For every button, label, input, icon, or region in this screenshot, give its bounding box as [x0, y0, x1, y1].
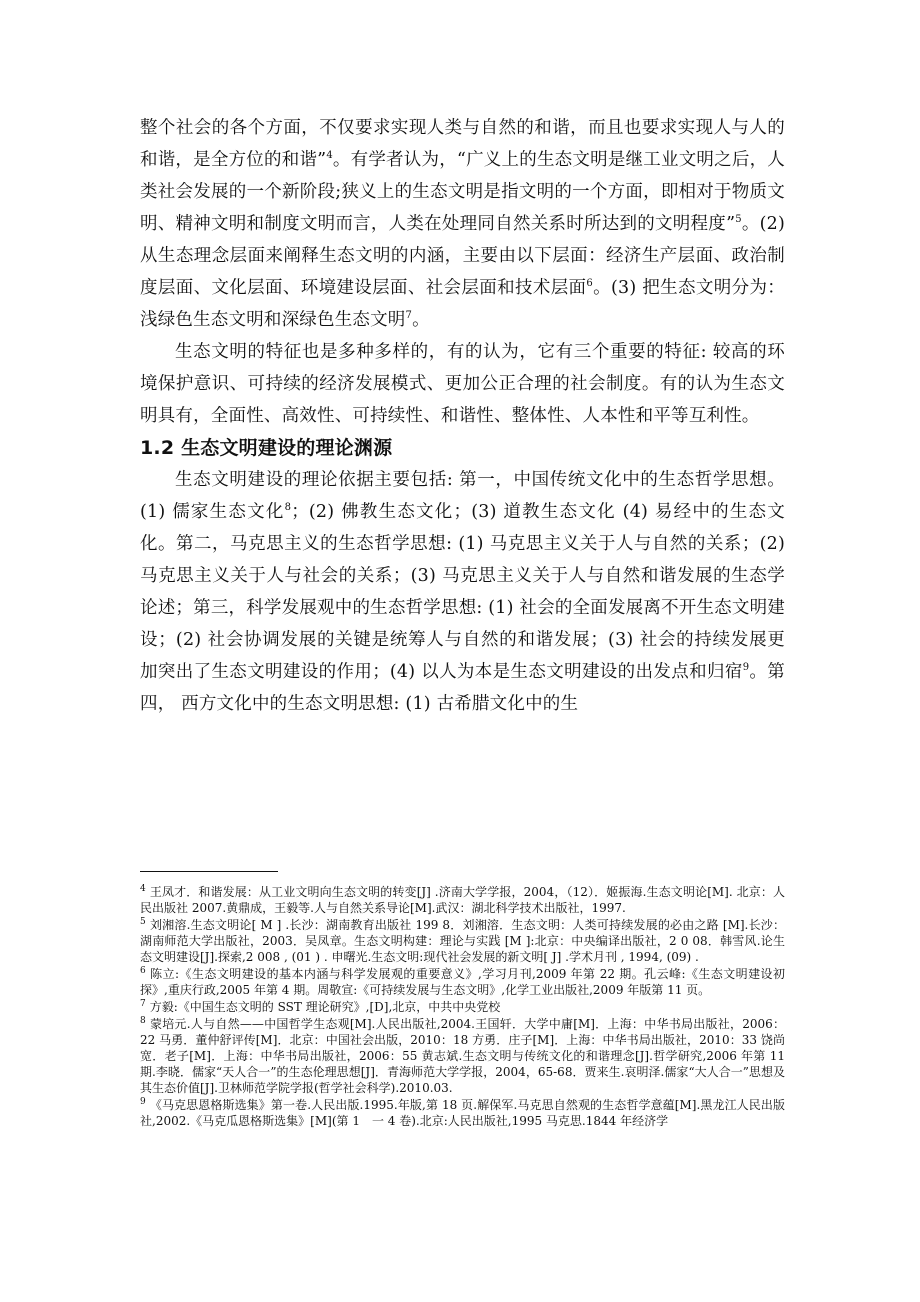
- footnote-divider: [140, 871, 278, 872]
- footnote-6: [140, 966, 785, 998]
- footnotes: [140, 884, 785, 1130]
- footnote-text: 方毅:《中国生态文明的 SST 理论研究》,[D],北京，中共中央党校: [149, 1000, 501, 1014]
- section-heading: 1.2 生态文明建设的理论渊源: [140, 437, 393, 459]
- footnote-ref[interactable]: 4: [326, 150, 333, 162]
- footnote-number: 4: [140, 884, 146, 894]
- footnote-ref[interactable]: 8: [284, 502, 292, 514]
- main-body: [140, 112, 785, 720]
- footnote-number: 6: [140, 966, 146, 976]
- paragraph-3: [140, 464, 785, 720]
- text-run: 整个社会的各个方面，不仅要求实现人类与自然的和谐，而且也要求实现人与人的和谐，是全方位的和谐”: [140, 118, 785, 170]
- footnote-number: 9: [140, 1097, 146, 1107]
- footnote-5: [140, 917, 785, 965]
- footnote-number: 5: [140, 917, 146, 927]
- text-run: 。第四， 西方文化中的生态文明思想: (1) 古希腊文化中的生: [140, 662, 785, 714]
- text-run: ；(2) 佛教生态文化；(3) 道教生态文化 (4) 易经中的生态文化。第二，马克思主义的生态哲学思想: (1) 马克思主义关于人与自然的关系；(2) 马克思主义关于人与社会的关系；(3) 马克思主义关于人与自然和谐发展的生态学论述；第三，科学发展观中的生态哲学思想: (1) 社会的全面发展离不开生态文明建设；(2) 社会协调发展的关键是统筹人与自然的和谐发展；(3) 社会的持续发展更加突出了生态文明建设的作用；(4) 以人为本是生态文明建设的出发点和归宿: [140, 502, 785, 682]
- paragraph-2: 生态文明的特征也是多种多样的，有的认为，它有三个重要的特征: 较高的环境保护意识、可持续的经济发展模式、更加公正合理的社会制度。有的认为生态文明具有，全面性、高效性、可持续性、和谐性、整体性、人本性和平等互利性。: [140, 342, 785, 426]
- footnote-text: 刘湘溶.生态文明论[ M ] .长沙：湖南教育出版社 199 8．刘湘溶．生态文明：人类可持续发展的必由之路 [M].长沙：湖南师范大学出版社，2003．吴凤章。生态文明构建：理论与实践 [M ]:北京：中央编译出版社，2 0 08．韩雪风.论生态文明建设[J].探索,2 008 , (01 ) . 申曙光.生态文明:现代社会发展的新文明[ J] .学术月刊 , 1994, (09) .: [140, 918, 785, 964]
- text-run: 生态文明建设的理论依据主要包括: 第一，中国传统文化中的生态哲学思想。(1) 儒家生态文化: [140, 470, 785, 522]
- footnote-9: [140, 1097, 785, 1129]
- text-run: 。: [412, 310, 430, 330]
- paragraph-1: [140, 112, 785, 336]
- footnote-ref[interactable]: 6: [586, 278, 593, 290]
- footnote-number: 8: [140, 1016, 146, 1026]
- text-run: 。有学者认为，“广义上的生态文明是继工业文明之后，人类社会发展的一个新阶段;狭义上的生态文明是指文明的一个方面，即相对于物质文明、精神文明和制度文明而言，人类在处理同自然关系时所达到的文明程度”: [140, 150, 785, 234]
- footnote-ref[interactable]: 5: [735, 214, 742, 226]
- footnote-7: [140, 999, 785, 1015]
- footnote-text: 《马克思恩格斯选集》第一卷.人民出版.1995.年版,第 18 页.解保军.马克思自然观的生态哲学意蕴[M].黑龙江人民出版社,2002.《马克瓜恩格斯选集》[M](第 1 一 4 卷).北京:人民出版社,1995 马克思.1844 年经济学: [140, 1098, 785, 1128]
- footnote-number: 7: [140, 999, 146, 1009]
- footnote-ref[interactable]: 9: [742, 662, 750, 674]
- footnote-ref[interactable]: 7: [405, 310, 413, 322]
- text-run: 。(2) 从生态理念层面来阐释生态文明的内涵，主要由以下层面：经济生产层面、政治制度层面、文化层面、环境建设层面、社会层面和技术层面: [140, 214, 785, 298]
- footnote-4: [140, 884, 785, 916]
- footnote-8: [140, 1016, 785, 1096]
- text-run: 。(3) 把生态文明分为：浅绿色生态文明和深绿色生态文明: [140, 278, 786, 330]
- footnote-text: 蒙培元.人与自然——中国哲学生态观[M].人民出版社,2004.王国轩．大学中庸[M]．上海：中华书局出版社，2006：22 马勇．董仲舒评传[M]．北京：中国社会出版，2010：18 方勇．庄子[M]．上海：中华书局出版社，2010：33 饶尚宽．老子[M]．上海：中华书局出版社，2006：55 黄志斌.生态文明与传统文化的和谐理念[J].哲学研究,2006 年第 11 期.李晓．儒家“天人合一”的生态伦理思想[J]．青海师范大学学报，2004，65-68．贾来生.哀明泽.儒家“大人合一”思想及其生态价值[J].卫林师范学院学报(哲学社会科学).2010.03.: [140, 1017, 785, 1095]
- footnote-text: 王凤才．和谐发展：从工业文明向生态文明的转变[J] .济南大学学报，2004，（12）．姬振海.生态文明论[M]. 北京：人民出版社 2007.黄鼎成，王毅等.人与自然关系导论[M].武汉：湖北科学技术出版社，1997.: [140, 885, 785, 915]
- footnote-text: 陈立:《生态文明建设的基本内涵与科学发展观的重要意义》,学习月刊,2009 年第 22 期。孔云峰:《生态文明建设初探》,重庆行政,2005 年第 4 期。周敬宣:《可持续发展与生态文明》,化学工业出版社,2009 年版第 11 页。: [140, 967, 785, 997]
